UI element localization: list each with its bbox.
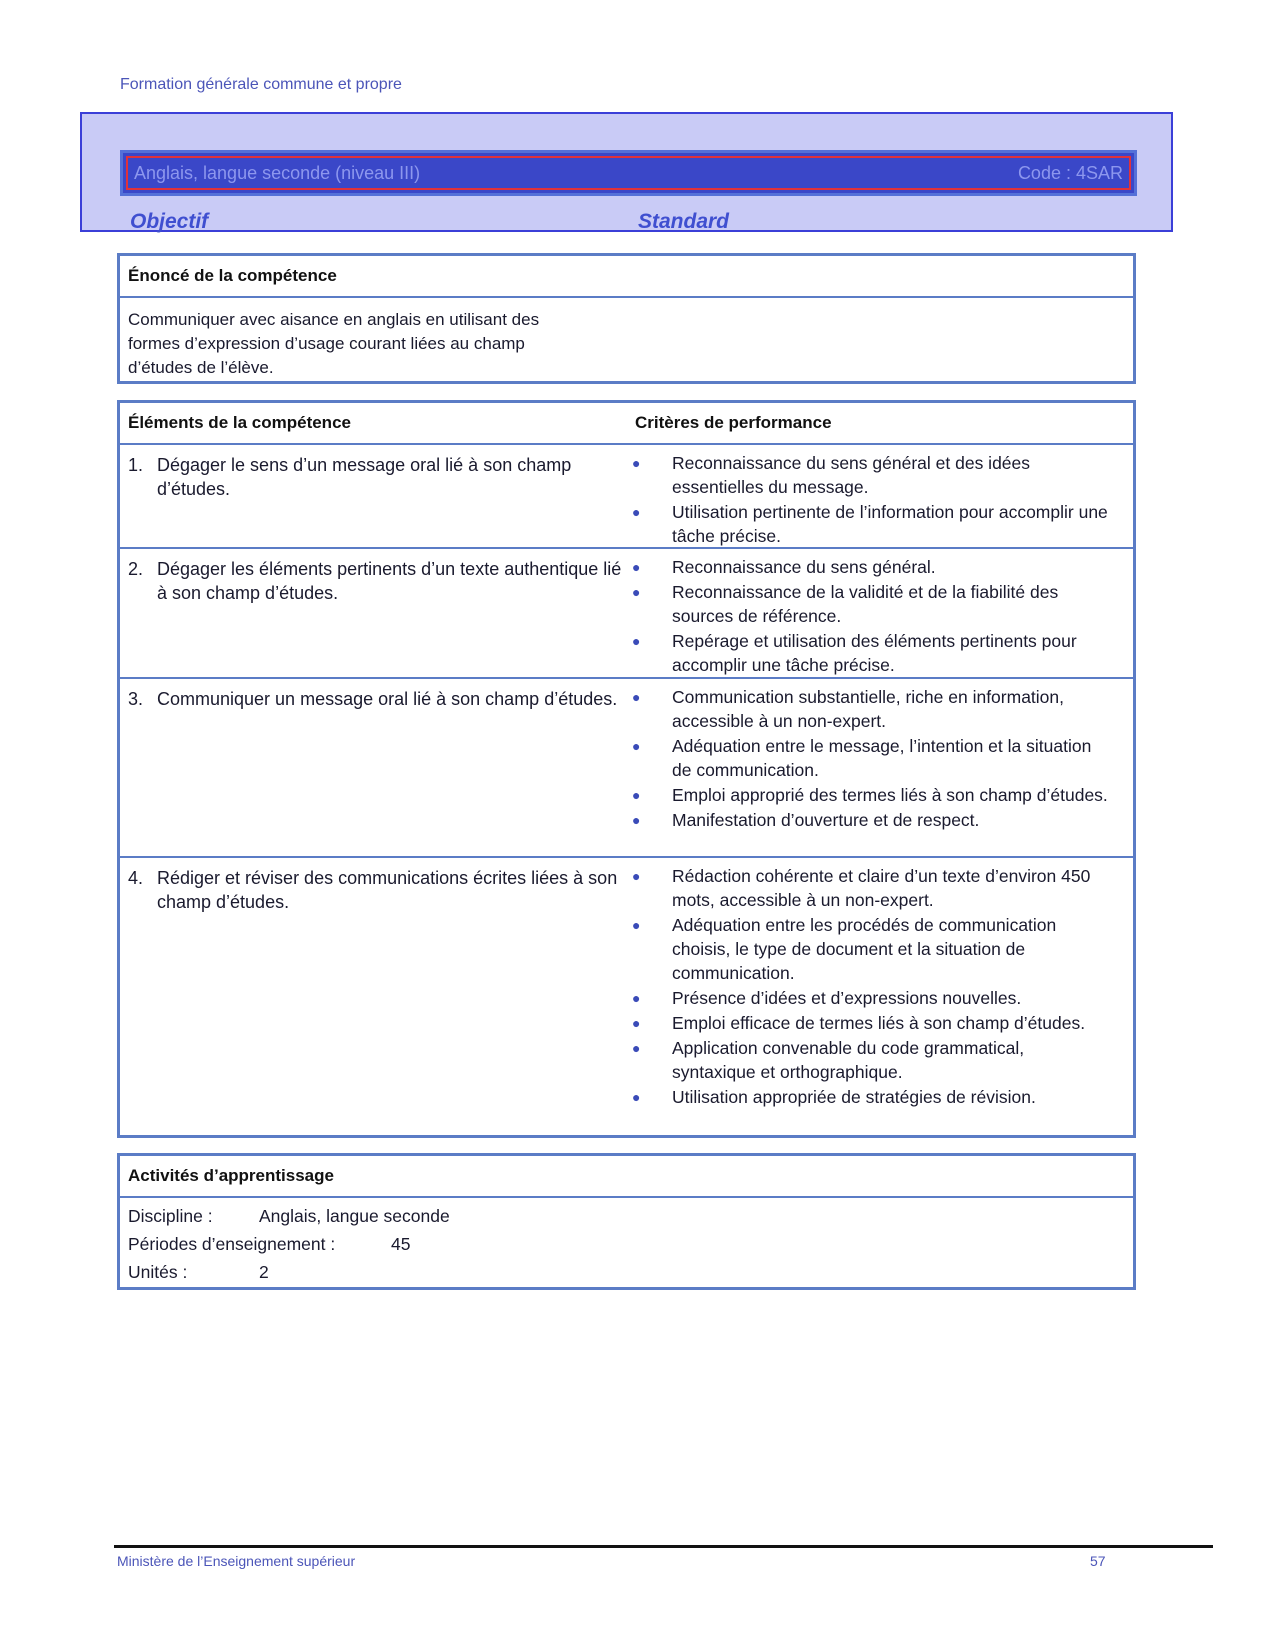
elements-heading: Éléments de la compétence <box>128 413 351 432</box>
element-text: Dégager le sens d’un message oral lié à son champ d’études. <box>157 455 572 499</box>
element-cell <box>128 685 628 850</box>
bullet-dot-icon: ● <box>632 1015 641 1031</box>
list-item <box>628 808 1108 832</box>
bullet-dot-icon: ● <box>632 689 641 705</box>
element-number: 4. <box>128 868 144 888</box>
criterion-text: Emploi efficace de termes liés à son champ d’études. <box>672 1013 1086 1033</box>
page-number: 57 <box>1090 1553 1106 1569</box>
bullet-dot-icon: ● <box>632 1040 641 1056</box>
table-row <box>120 858 1133 1131</box>
footer-ministry: Ministère de l’Enseignement supérieur <box>117 1553 356 1569</box>
element-cell <box>128 864 628 1125</box>
units-label: Unités : <box>128 1262 188 1282</box>
list-item <box>628 986 1108 1010</box>
objective-label: Objectif <box>130 210 209 233</box>
bullet-dot-icon: ● <box>632 787 641 803</box>
element-number: 1. <box>128 455 144 475</box>
elements-heading-row <box>120 403 1133 445</box>
criteria-heading: Critères de performance <box>635 413 832 432</box>
periods-line <box>128 1230 1125 1258</box>
competence-text: Communiquer avec aisance en anglais en utilisant des formes d’expression d’usage courant liées au champ d’études de l’élève. <box>128 310 540 377</box>
list-item <box>628 629 1108 677</box>
bullet-dot-icon: ● <box>632 990 641 1006</box>
document-header: Formation générale commune et propre <box>120 76 402 93</box>
units-line <box>128 1258 1125 1286</box>
bullet-dot-icon: ● <box>632 868 641 884</box>
footer-divider <box>114 1545 1213 1548</box>
criteria-cell <box>628 864 1108 1125</box>
bullet-dot-icon: ● <box>632 559 641 575</box>
bullet-dot-icon: ● <box>632 917 641 933</box>
criterion-text: Repérage et utilisation des éléments pertinents pour accomplir une tâche précise. <box>672 631 1077 675</box>
periods-value: 45 <box>391 1234 411 1254</box>
bullet-dot-icon: ● <box>632 455 641 471</box>
standard-label: Standard <box>638 210 730 233</box>
bullet-dot-icon: ● <box>632 584 641 600</box>
list-item <box>628 864 1108 912</box>
element-cell <box>128 555 628 671</box>
table-row <box>120 549 1133 679</box>
list-item <box>628 1036 1108 1084</box>
element-text: Rédiger et réviser des communications écrites liées à son champ d’études. <box>157 868 618 912</box>
competence-box <box>117 253 1136 384</box>
list-item <box>628 734 1108 782</box>
bullet-dot-icon: ● <box>632 504 641 520</box>
units-value: 2 <box>259 1262 269 1282</box>
list-item <box>628 500 1108 548</box>
list-item <box>628 685 1108 733</box>
criterion-text: Reconnaissance du sens général et des idées essentielles du message. <box>672 453 1031 497</box>
list-item <box>628 555 1108 579</box>
bullet-dot-icon: ● <box>632 1089 641 1105</box>
criterion-text: Utilisation appropriée de stratégies de révision. <box>672 1087 1036 1107</box>
course-title-bar <box>120 150 1137 196</box>
criterion-text: Présence d’idées et d’expressions nouvelles. <box>672 988 1022 1008</box>
criterion-text: Utilisation pertinente de l’information pour accomplir une tâche précise. <box>672 502 1108 546</box>
criterion-text: Adéquation entre le message, l’intention et la situation de communication. <box>672 736 1092 780</box>
criterion-text: Reconnaissance du sens général. <box>672 557 936 577</box>
course-title: Anglais, langue seconde (niveau III) <box>134 162 421 183</box>
criteria-cell <box>628 555 1108 675</box>
competence-heading: Énoncé de la compétence <box>120 256 1133 298</box>
element-text: Communiquer un message oral lié à son champ d’études. <box>157 689 618 709</box>
element-text: Dégager les éléments pertinents d’un texte authentique lié à son champ d’études. <box>157 559 622 603</box>
criteria-cell <box>628 685 1108 850</box>
element-number: 2. <box>128 559 144 579</box>
objective-standard-row <box>130 210 748 232</box>
element-cell <box>128 451 628 541</box>
criterion-text: Application convenable du code grammatical, syntaxique et orthographique. <box>672 1038 1025 1082</box>
criterion-text: Communication substantielle, riche en information, accessible à un non-expert. <box>672 687 1064 731</box>
list-item <box>628 783 1108 807</box>
activities-heading: Activités d’apprentissage <box>120 1156 1133 1198</box>
list-item <box>628 1085 1108 1109</box>
table-row <box>120 679 1133 858</box>
discipline-line <box>128 1202 1125 1230</box>
criterion-text: Rédaction cohérente et claire d’un texte d’environ 450 mots, accessible à un non-expert. <box>672 866 1091 910</box>
bullet-dot-icon: ● <box>632 633 641 649</box>
activities-body <box>120 1198 1133 1290</box>
list-item <box>628 580 1108 628</box>
periods-label: Périodes d’enseignement : <box>128 1234 336 1254</box>
list-item <box>628 1011 1108 1035</box>
criterion-text: Reconnaissance de la validité et de la fiabilité des sources de référence. <box>672 582 1059 626</box>
criterion-text: Manifestation d’ouverture et de respect. <box>672 810 980 830</box>
elements-box <box>117 400 1136 1138</box>
discipline-value: Anglais, langue seconde <box>259 1206 450 1226</box>
element-number: 3. <box>128 689 144 709</box>
bullet-dot-icon: ● <box>632 812 641 828</box>
course-title-inner <box>126 156 1131 190</box>
course-code: Code : 4SAR <box>1017 162 1123 183</box>
criteria-cell <box>628 451 1108 546</box>
course-title-panel <box>80 112 1173 232</box>
list-item <box>628 451 1108 499</box>
activities-box <box>117 1153 1136 1290</box>
criterion-text: Adéquation entre les procédés de communication choisis, le type de document et la situation de communication. <box>672 915 1057 983</box>
bullet-dot-icon: ● <box>632 738 641 754</box>
criterion-text: Emploi approprié des termes liés à son champ d’études. <box>672 785 1108 805</box>
discipline-label: Discipline : <box>128 1206 213 1226</box>
list-item <box>628 913 1108 985</box>
table-row <box>120 445 1133 549</box>
